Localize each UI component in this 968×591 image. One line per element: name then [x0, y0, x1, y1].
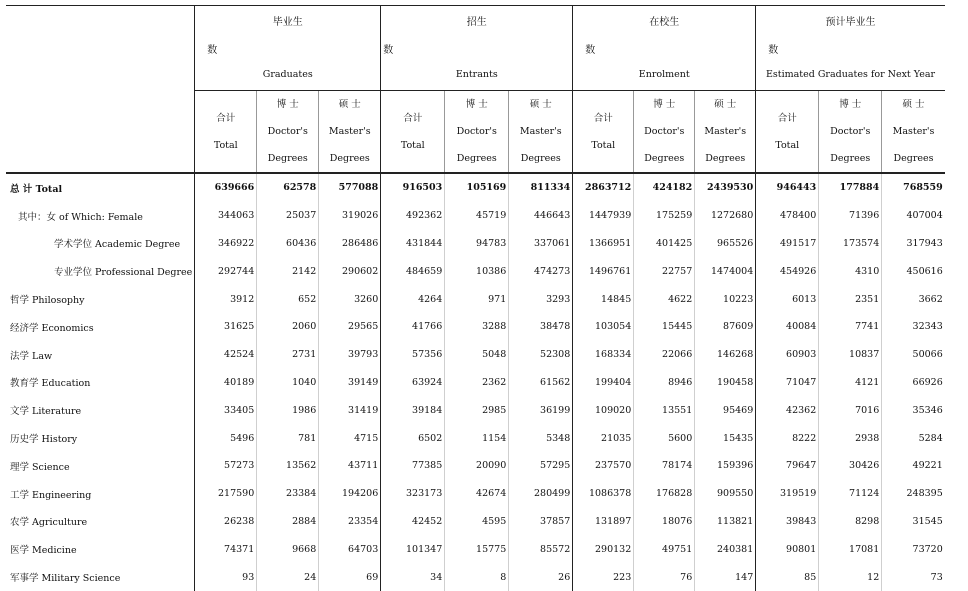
subheader-cn: 合计	[777, 112, 797, 124]
subheader-cn: 硕 士	[714, 99, 737, 110]
table-cell: 176828	[634, 480, 695, 508]
subheader-cn: 博 士	[276, 99, 299, 110]
table-cell: 76	[634, 563, 695, 591]
table-cell: 401425	[634, 230, 695, 258]
subheader-en1: Master's	[892, 126, 935, 137]
table-row	[6, 396, 945, 424]
subheader-total	[381, 91, 445, 174]
table-cell: 17081	[819, 535, 882, 563]
table-cell: 6502	[381, 424, 445, 452]
table-cell: 344063	[195, 202, 257, 230]
subheader-doctor	[257, 91, 319, 174]
table-cell: 31625	[195, 313, 257, 341]
subheader-master	[319, 91, 381, 174]
table-cell: 2985	[445, 396, 509, 424]
subheader-cn: 博 士	[653, 99, 676, 110]
table-cell: 280499	[509, 480, 573, 508]
table-cell: 237570	[573, 452, 634, 480]
table-cell: 173574	[819, 230, 882, 258]
table-cell: 43711	[319, 452, 381, 480]
table-cell: 337061	[509, 230, 573, 258]
table-row	[6, 285, 945, 313]
table-cell: 346922	[195, 230, 257, 258]
table-cell: 57356	[381, 341, 445, 369]
group-title-en: Graduates	[262, 69, 313, 80]
row-label: 哲学 Philosophy	[10, 295, 85, 307]
table-cell: 10386	[445, 257, 509, 285]
subheader-master	[509, 91, 573, 174]
table-row	[6, 508, 945, 536]
group-title-cn: 在校生	[649, 17, 680, 28]
table-cell: 319026	[319, 202, 381, 230]
table-cell: 9668	[257, 535, 319, 563]
table-cell: 39149	[319, 369, 381, 397]
table-cell: 290132	[573, 535, 634, 563]
row-label: 工学 Engineering	[10, 489, 92, 501]
table-cell: 2938	[819, 424, 882, 452]
table-cell: 103054	[573, 313, 634, 341]
subheader-cn: 合计	[216, 112, 236, 124]
table-cell: 177884	[819, 173, 882, 202]
subheader-cn: 合计	[593, 112, 613, 124]
group-header-enrolment	[573, 6, 756, 91]
table-row	[6, 563, 945, 591]
table-cell: 4715	[319, 424, 381, 452]
subheader-en: Total	[213, 139, 238, 151]
subheader-en1: Master's	[704, 126, 747, 137]
table-cell: 478400	[756, 202, 819, 230]
table-cell: 5496	[195, 424, 257, 452]
table-cell: 2060	[257, 313, 319, 341]
subheader-en2: Degrees	[644, 153, 685, 164]
table-cell: 26238	[195, 508, 257, 536]
table-cell: 5284	[882, 424, 945, 452]
table-cell: 21035	[573, 424, 634, 452]
row-label: 总 计 Total	[6, 173, 195, 202]
table-cell: 768559	[882, 173, 945, 202]
subheader-cn: 博 士	[839, 99, 862, 110]
table-cell: 2731	[257, 341, 319, 369]
table-cell: 1986	[257, 396, 319, 424]
table-cell: 85572	[509, 535, 573, 563]
table-cell: 190458	[695, 369, 756, 397]
row-label: 教育学 Education	[10, 378, 91, 390]
table-cell: 1447939	[573, 202, 634, 230]
table-cell: 105169	[445, 173, 509, 202]
table-cell: 93	[195, 563, 257, 591]
group-title-en: Enrolment	[638, 69, 690, 80]
table-cell: 194206	[319, 480, 381, 508]
subheader-master	[882, 91, 945, 174]
group-title-cn: 毕业生	[272, 17, 303, 28]
table-cell: 8298	[819, 508, 882, 536]
subheader-en2: Degrees	[329, 153, 370, 164]
table-cell: 57273	[195, 452, 257, 480]
table-cell: 15775	[445, 535, 509, 563]
table-cell: 2884	[257, 508, 319, 536]
table-cell: 77385	[381, 452, 445, 480]
table-cell: 147	[695, 563, 756, 591]
group-title-cn: 预计毕业生	[825, 17, 876, 28]
table-cell: 71124	[819, 480, 882, 508]
table-row	[6, 480, 945, 508]
table-cell: 49751	[634, 535, 695, 563]
subheader-en2: Degrees	[520, 153, 561, 164]
subheader-en: Total	[775, 139, 800, 151]
table-cell: 52308	[509, 341, 573, 369]
table-cell: 223	[573, 563, 634, 591]
postgraduate-statistics-table	[6, 5, 945, 591]
table-cell: 1154	[445, 424, 509, 452]
table-row	[6, 230, 945, 258]
table-cell: 37857	[509, 508, 573, 536]
subheader-cn: 硕 士	[902, 99, 925, 110]
table-cell: 63924	[381, 369, 445, 397]
row-label: 其中：女 of Which: Female	[18, 211, 143, 223]
group-title-shu: 数	[768, 45, 779, 56]
table-cell: 652	[257, 285, 319, 313]
table-cell: 8222	[756, 424, 819, 452]
table-cell: 317943	[882, 230, 945, 258]
table-cell: 1040	[257, 369, 319, 397]
table-cell: 15445	[634, 313, 695, 341]
subheader-doctor	[819, 91, 882, 174]
table-cell: 22757	[634, 257, 695, 285]
subheader-master	[695, 91, 756, 174]
table-cell: 73	[882, 563, 945, 591]
table-cell: 61562	[509, 369, 573, 397]
table-cell: 78174	[634, 452, 695, 480]
table-cell: 71047	[756, 369, 819, 397]
table-cell: 73720	[882, 535, 945, 563]
table-cell: 2142	[257, 257, 319, 285]
subheader-total	[195, 91, 257, 174]
table-cell: 811334	[509, 173, 573, 202]
table-cell: 60436	[257, 230, 319, 258]
table-cell: 175259	[634, 202, 695, 230]
table-cell: 474273	[509, 257, 573, 285]
subheader-doctor	[634, 91, 695, 174]
row-label: 医学 Medicine	[10, 545, 77, 557]
table-cell: 13562	[257, 452, 319, 480]
table-cell: 491517	[756, 230, 819, 258]
table-cell: 1272680	[695, 202, 756, 230]
table-row	[6, 173, 945, 202]
table-cell: 4310	[819, 257, 882, 285]
table-cell: 39184	[381, 396, 445, 424]
subheader-en1: Doctor's	[456, 126, 497, 137]
table-cell: 2362	[445, 369, 509, 397]
table-cell: 39843	[756, 508, 819, 536]
table-cell: 319519	[756, 480, 819, 508]
group-title-en: Entrants	[455, 69, 498, 80]
table-cell: 450616	[882, 257, 945, 285]
table-cell: 4264	[381, 285, 445, 313]
table-cell: 90801	[756, 535, 819, 563]
table-cell: 12	[819, 563, 882, 591]
table-cell: 5348	[509, 424, 573, 452]
table-cell: 74371	[195, 535, 257, 563]
table-cell: 286486	[319, 230, 381, 258]
table-cell: 69	[319, 563, 381, 591]
table-row	[6, 313, 945, 341]
table-cell: 965526	[695, 230, 756, 258]
table-cell: 159396	[695, 452, 756, 480]
table-cell: 131897	[573, 508, 634, 536]
table-cell: 248395	[882, 480, 945, 508]
row-label: 法学 Law	[10, 350, 53, 362]
subheader-en1: Doctor's	[644, 126, 685, 137]
table-row	[6, 341, 945, 369]
table-cell: 577088	[319, 173, 381, 202]
table-cell: 32343	[882, 313, 945, 341]
subheader-doctor	[445, 91, 509, 174]
table-cell: 64703	[319, 535, 381, 563]
row-label: 军事学 Military Science	[10, 573, 121, 585]
subheader-en: Total	[400, 139, 425, 151]
table-cell: 36199	[509, 396, 573, 424]
row-label: 农学 Agriculture	[10, 517, 88, 529]
table-cell: 71396	[819, 202, 882, 230]
table-cell: 290602	[319, 257, 381, 285]
table-cell: 35346	[882, 396, 945, 424]
table-cell: 31419	[319, 396, 381, 424]
table-row	[6, 535, 945, 563]
subheader-en2: Degrees	[705, 153, 746, 164]
group-header-entrants	[381, 6, 573, 91]
table-cell: 6013	[756, 285, 819, 313]
subheader-total	[756, 91, 819, 174]
group-title-en: Estimated Graduates for Next Year	[765, 69, 936, 80]
table-cell: 431844	[381, 230, 445, 258]
table-cell: 39793	[319, 341, 381, 369]
table-cell: 50066	[882, 341, 945, 369]
table-cell: 3293	[509, 285, 573, 313]
table-cell: 446643	[509, 202, 573, 230]
subheader-en2: Degrees	[893, 153, 934, 164]
row-label: 文学 Literature	[10, 406, 82, 418]
table-cell: 217590	[195, 480, 257, 508]
table-cell: 42452	[381, 508, 445, 536]
table-row	[6, 202, 945, 230]
group-header-graduates	[195, 6, 381, 91]
table-cell: 323173	[381, 480, 445, 508]
subheader-cn: 合计	[403, 112, 423, 124]
table-cell: 57295	[509, 452, 573, 480]
table-row	[6, 257, 945, 285]
table-cell: 22066	[634, 341, 695, 369]
table-cell: 38478	[509, 313, 573, 341]
group-header-estimated	[756, 6, 945, 91]
table-cell: 66926	[882, 369, 945, 397]
table-cell: 23384	[257, 480, 319, 508]
table-cell: 25037	[257, 202, 319, 230]
table-cell: 42362	[756, 396, 819, 424]
table-row	[6, 452, 945, 480]
table-cell: 41766	[381, 313, 445, 341]
table-cell: 484659	[381, 257, 445, 285]
subheader-en: Total	[591, 139, 616, 151]
table-cell: 946443	[756, 173, 819, 202]
table-cell: 639666	[195, 173, 257, 202]
table-cell: 14845	[573, 285, 634, 313]
table-cell: 7016	[819, 396, 882, 424]
table-cell: 781	[257, 424, 319, 452]
table-cell: 42674	[445, 480, 509, 508]
table-cell: 10837	[819, 341, 882, 369]
table-cell: 31545	[882, 508, 945, 536]
table-cell: 5048	[445, 341, 509, 369]
table-cell: 8946	[634, 369, 695, 397]
group-title-cn: 招生	[466, 17, 487, 28]
table-cell: 34	[381, 563, 445, 591]
table-cell: 292744	[195, 257, 257, 285]
subheader-en2: Degrees	[456, 153, 497, 164]
table-cell: 146268	[695, 341, 756, 369]
table-cell: 30426	[819, 452, 882, 480]
subheader-cn: 博 士	[465, 99, 488, 110]
corner-cell	[6, 6, 195, 174]
table-cell: 1496761	[573, 257, 634, 285]
table-cell: 1086378	[573, 480, 634, 508]
table-cell: 2863712	[573, 173, 634, 202]
table-cell: 13551	[634, 396, 695, 424]
group-title-shu: 数	[207, 45, 218, 56]
table-cell: 492362	[381, 202, 445, 230]
table-cell: 40189	[195, 369, 257, 397]
table-cell: 113821	[695, 508, 756, 536]
row-label: 历史学 History	[10, 434, 78, 446]
row-label: 经济学 Economics	[10, 322, 94, 334]
table-cell: 1474004	[695, 257, 756, 285]
table-cell: 45719	[445, 202, 509, 230]
table-row	[6, 369, 945, 397]
row-label: 学术学位 Academic Degree	[54, 239, 181, 251]
table-cell: 29565	[319, 313, 381, 341]
table-cell: 24	[257, 563, 319, 591]
table-cell: 23354	[319, 508, 381, 536]
table-cell: 2351	[819, 285, 882, 313]
table-cell: 407004	[882, 202, 945, 230]
table-cell: 424182	[634, 173, 695, 202]
table-cell: 4121	[819, 369, 882, 397]
group-title-shu: 数	[585, 45, 596, 56]
table-cell: 3662	[882, 285, 945, 313]
table-cell: 95469	[695, 396, 756, 424]
subheader-cn: 硕 士	[338, 99, 361, 110]
table-cell: 971	[445, 285, 509, 313]
table-cell: 3912	[195, 285, 257, 313]
subheader-en1: Master's	[519, 126, 562, 137]
table-cell: 85	[756, 563, 819, 591]
row-label: 理学 Science	[10, 461, 70, 473]
table-cell: 101347	[381, 535, 445, 563]
table-cell: 199404	[573, 369, 634, 397]
subheader-en1: Doctor's	[267, 126, 308, 137]
table-row	[6, 424, 945, 452]
table-cell: 4622	[634, 285, 695, 313]
subheader-en1: Doctor's	[830, 126, 871, 137]
table-cell: 20090	[445, 452, 509, 480]
table-cell: 87609	[695, 313, 756, 341]
group-header-row	[6, 6, 945, 91]
table-cell: 168334	[573, 341, 634, 369]
table-cell: 33405	[195, 396, 257, 424]
table-cell: 240381	[695, 535, 756, 563]
table-cell: 60903	[756, 341, 819, 369]
table-cell: 10223	[695, 285, 756, 313]
table-cell: 15435	[695, 424, 756, 452]
table-cell: 94783	[445, 230, 509, 258]
table-cell: 62578	[257, 173, 319, 202]
table-cell: 26	[509, 563, 573, 591]
row-label: 专业学位 Professional Degree	[54, 267, 193, 279]
table-cell: 8	[445, 563, 509, 591]
table-cell: 40084	[756, 313, 819, 341]
table-cell: 18076	[634, 508, 695, 536]
subheader-en2: Degrees	[830, 153, 871, 164]
table-cell: 916503	[381, 173, 445, 202]
table-cell: 3288	[445, 313, 509, 341]
table-cell: 454926	[756, 257, 819, 285]
subheader-cn: 硕 士	[529, 99, 552, 110]
subheader-total	[573, 91, 634, 174]
table-cell: 1366951	[573, 230, 634, 258]
group-title-shu: 数	[383, 45, 394, 56]
table-cell: 4595	[445, 508, 509, 536]
table-cell: 3260	[319, 285, 381, 313]
table-cell: 909550	[695, 480, 756, 508]
table-cell: 49221	[882, 452, 945, 480]
table-cell: 5600	[634, 424, 695, 452]
subheader-en2: Degrees	[267, 153, 308, 164]
table-cell: 109020	[573, 396, 634, 424]
table-body	[6, 173, 945, 591]
table-cell: 79647	[756, 452, 819, 480]
table-cell: 2439530	[695, 173, 756, 202]
table-cell: 7741	[819, 313, 882, 341]
subheader-en1: Master's	[328, 126, 371, 137]
table-cell: 42524	[195, 341, 257, 369]
